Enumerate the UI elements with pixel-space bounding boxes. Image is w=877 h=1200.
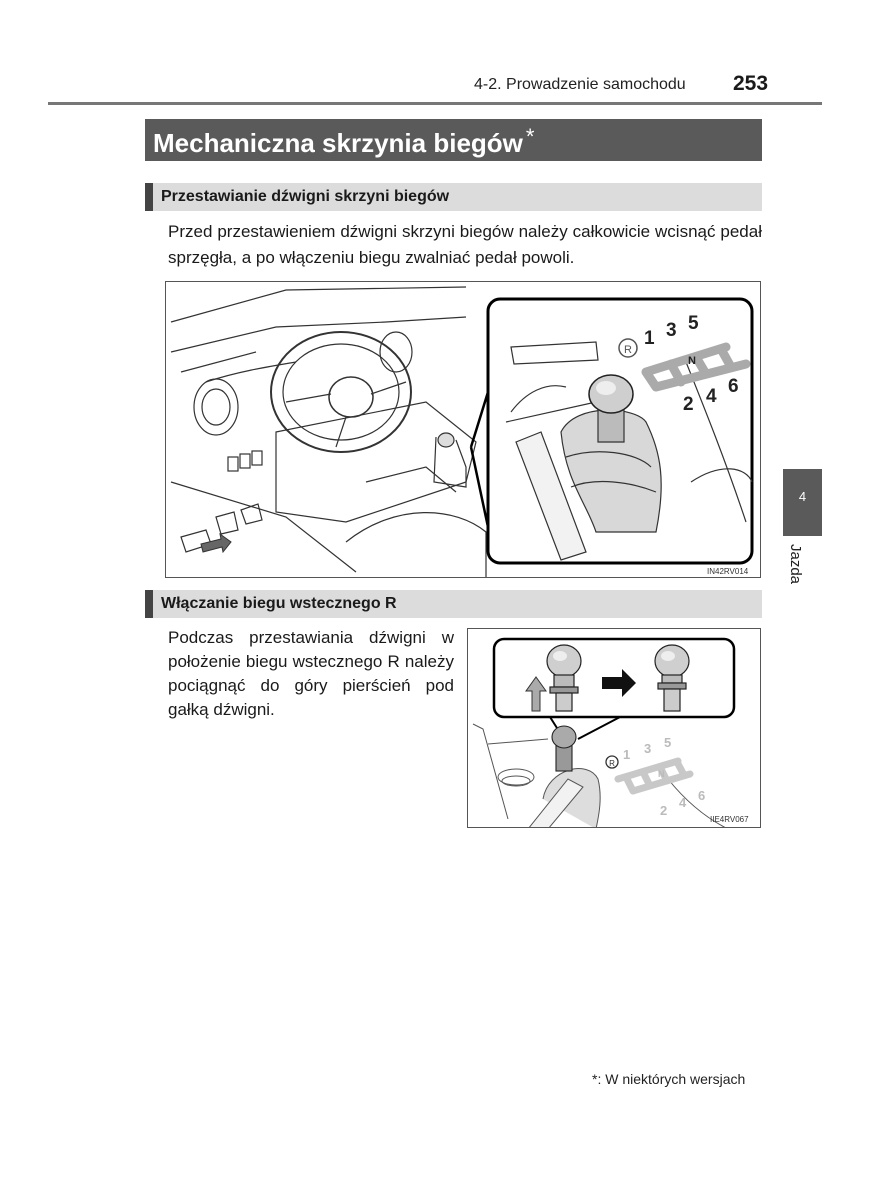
chapter-tab-label: Jazda (787, 544, 804, 585)
figure-reverse-gear-illustration (467, 628, 761, 828)
clutch-press-arrow-icon (201, 534, 231, 552)
title-footnote-star: * (525, 124, 535, 149)
section-heading-reverse-gear (145, 590, 762, 618)
running-header-section: 4-2. Prowadzenie samochodu (474, 76, 686, 93)
gear-number-2: 2 (683, 394, 694, 415)
gear-number-6: 6 (698, 788, 706, 803)
gear-number-2: 2 (660, 803, 668, 818)
gear-number-6: 6 (728, 376, 739, 397)
svg-text:R: R (609, 759, 615, 768)
page-title-text: Mechaniczna skrzynia biegów (153, 128, 523, 158)
section-heading-text: Przestawianie dźwigni skrzyni biegów (161, 188, 450, 205)
gear-number-3: 3 (666, 320, 677, 341)
chapter-tab (783, 469, 822, 536)
gear-number-4: 4 (679, 795, 687, 810)
svg-text:R: R (624, 344, 632, 356)
gear-number-4: 4 (706, 386, 717, 407)
section-heading-text: Włączanie biegu wstecznego R (161, 595, 397, 612)
section-heading-gear-shift (145, 183, 762, 211)
page-title-bar (145, 119, 762, 161)
gear-number-3: 3 (644, 741, 652, 756)
header-rule (48, 102, 822, 105)
section-body-gear-shift: Przed przestawieniem dźwigni skrzyni biegów należy całkowicie wcisnąć pedał sprzęgła, a po włączeniu biegu zwalniać pedał powoli. (168, 222, 762, 267)
gear-number-1: 1 (644, 328, 655, 349)
footnote (592, 1071, 745, 1087)
car-interior-illustration (166, 282, 761, 578)
neutral-label: N (658, 769, 665, 779)
reverse-ring-illustration (468, 629, 761, 828)
footnote-text: : W niektórych wersjach (597, 1071, 746, 1087)
figure-code: IIE4RV067 (710, 815, 749, 824)
shift-pattern-diagram (606, 735, 705, 818)
figure-gear-shift-illustration (165, 281, 761, 578)
chapter-tab-number: 4 (798, 489, 807, 504)
page-number: 253 (733, 72, 769, 95)
gear-number-5: 5 (688, 313, 699, 334)
page-title (153, 124, 534, 159)
figure-code: IN42RV014 (707, 567, 749, 576)
gear-number-1: 1 (623, 747, 631, 762)
neutral-label: N (688, 355, 696, 367)
gear-number-5: 5 (664, 735, 672, 750)
footnote-star: * (592, 1071, 598, 1087)
section-body-reverse-gear: Podczas przestawiania dźwigni w położenie biegu wstecznego R należy pociągnąć do góry pierścień pod gałką dźwigni. (168, 628, 454, 719)
